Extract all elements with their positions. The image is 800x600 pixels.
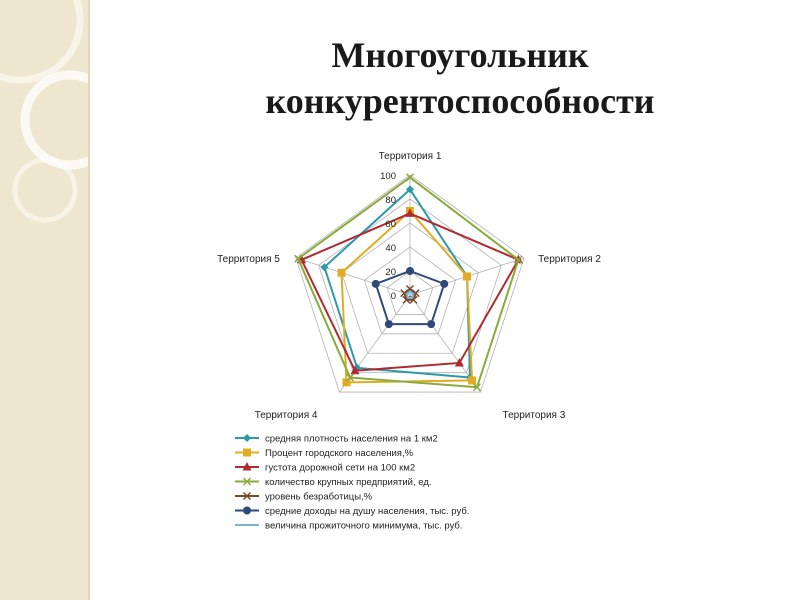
data-point [406, 267, 414, 275]
axis-tick-label: 40 [385, 243, 396, 254]
axis-tick-label: 60 [385, 219, 396, 230]
category-label: Территория 1 [378, 151, 442, 162]
category-label: Территория 5 [217, 253, 280, 265]
category-label: Территория 3 [502, 410, 566, 422]
legend-item [235, 477, 432, 488]
data-point [243, 449, 251, 457]
legend-item [235, 434, 438, 445]
series-group [320, 185, 474, 381]
legend-label: средние доходы на душу населения, тыс. руб. [265, 506, 470, 517]
legend-label: густота дорожной сети на 100 км2 [265, 462, 416, 474]
axis-tick-label: 20 [385, 267, 396, 278]
legend-item [235, 521, 463, 532]
data-point [440, 280, 448, 288]
axis-tick-label: 100 [380, 171, 396, 182]
axis-tick-label: 80 [385, 195, 396, 206]
legend-label: Процент городского населения,% [265, 448, 414, 459]
legend-item [235, 448, 414, 459]
data-point [385, 320, 393, 328]
series-layer [295, 174, 523, 391]
legend-label: величина прожиточного минимума, тыс. руб. [265, 520, 463, 532]
legend-label: средняя плотность населения на 1 км2 [265, 433, 438, 445]
data-point [243, 434, 251, 442]
legend-item [235, 462, 415, 474]
data-point [427, 320, 435, 328]
data-point [372, 280, 380, 288]
slide-title: Многоугольник конкурентоспособности [265, 35, 655, 121]
data-point [463, 272, 471, 280]
data-point [468, 376, 476, 384]
legend [235, 434, 469, 532]
data-point [243, 507, 251, 515]
data-point [343, 378, 351, 386]
legend-item [235, 492, 373, 503]
data-point [338, 269, 346, 277]
legend-label: уровень безработицы,% [265, 491, 373, 503]
legend-item [235, 506, 469, 517]
legend-label: количество крупных предприятий, ед. [265, 477, 432, 488]
axis-tick-label: 0 [390, 291, 396, 302]
category-label: Территория 4 [254, 410, 318, 422]
category-label: Территория 2 [538, 253, 601, 265]
